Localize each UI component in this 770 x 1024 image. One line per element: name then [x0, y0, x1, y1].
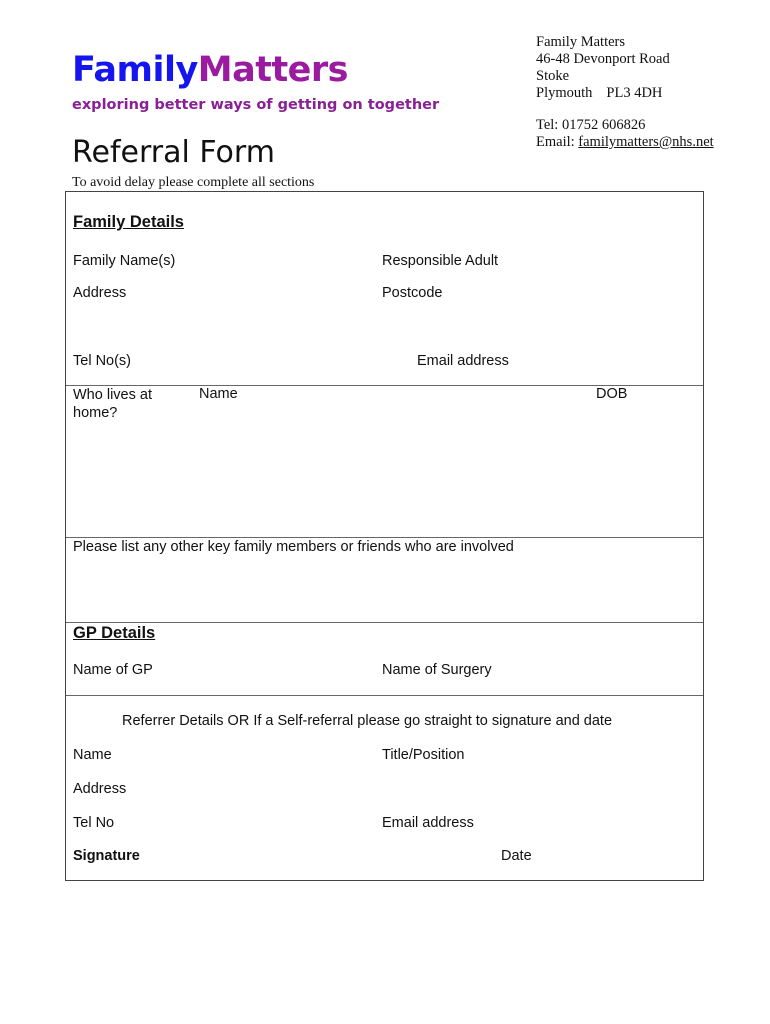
logo — [72, 50, 348, 90]
postcode-field[interactable]: Postcode — [382, 285, 443, 301]
referrer-title-field[interactable]: Title/Position — [382, 747, 465, 763]
surgery-name-field[interactable]: Name of Surgery — [382, 662, 492, 678]
email-field[interactable]: Email address — [417, 353, 509, 369]
household-name-field[interactable]: Name — [199, 386, 238, 402]
org-email-line — [536, 134, 714, 151]
other-members-field[interactable]: Please list any other key family members or friends who are involved — [73, 539, 514, 555]
org-tel: Tel: 01752 606826 — [536, 117, 646, 133]
tel-field[interactable]: Tel No(s) — [73, 353, 132, 369]
family-names-field[interactable]: Family Name(s) — [73, 253, 176, 269]
referrer-tel-field[interactable]: Tel No — [73, 815, 115, 831]
org-street: 46-48 Devonport Road — [536, 51, 670, 67]
org-name: Family Matters — [536, 34, 626, 50]
logo-matters: Matters — [197, 50, 349, 90]
referrer-address-field[interactable]: Address — [73, 781, 127, 797]
org-email-label: Email: — [536, 134, 579, 150]
date-field[interactable]: Date — [501, 848, 532, 864]
referral-form — [65, 191, 704, 881]
page-title: Referral Form — [72, 135, 275, 170]
family-details-heading: Family Details — [73, 213, 184, 231]
gp-details-heading: GP Details — [73, 624, 156, 642]
org-email-link[interactable]: familymatters@nhs.net — [578, 134, 714, 150]
referrer-email-field[interactable]: Email address — [382, 815, 474, 831]
org-area: Stoke — [536, 68, 570, 84]
who-lives-label: Who lives at home? — [73, 387, 152, 421]
divider — [66, 537, 703, 538]
org-postcode: PL3 4DH — [606, 85, 663, 101]
logo-family: Family — [72, 50, 198, 90]
address-field[interactable]: Address — [73, 285, 127, 301]
referrer-name-field[interactable]: Name — [73, 747, 112, 763]
instructions: To avoid delay please complete all sections — [72, 175, 315, 190]
referrer-details-heading: Referrer Details OR If a Self-referral please go straight to signature and date — [122, 713, 613, 729]
divider — [66, 695, 703, 696]
household-dob-field[interactable]: DOB — [596, 386, 628, 402]
responsible-adult-field[interactable]: Responsible Adult — [382, 253, 499, 269]
divider — [66, 622, 703, 623]
org-address — [536, 34, 714, 151]
tagline: exploring better ways of getting on together — [72, 97, 440, 113]
signature-field[interactable]: Signature — [73, 848, 140, 864]
org-city: Plymouth — [536, 85, 593, 101]
org-city-line — [536, 85, 714, 102]
gp-name-field[interactable]: Name of GP — [73, 662, 153, 678]
